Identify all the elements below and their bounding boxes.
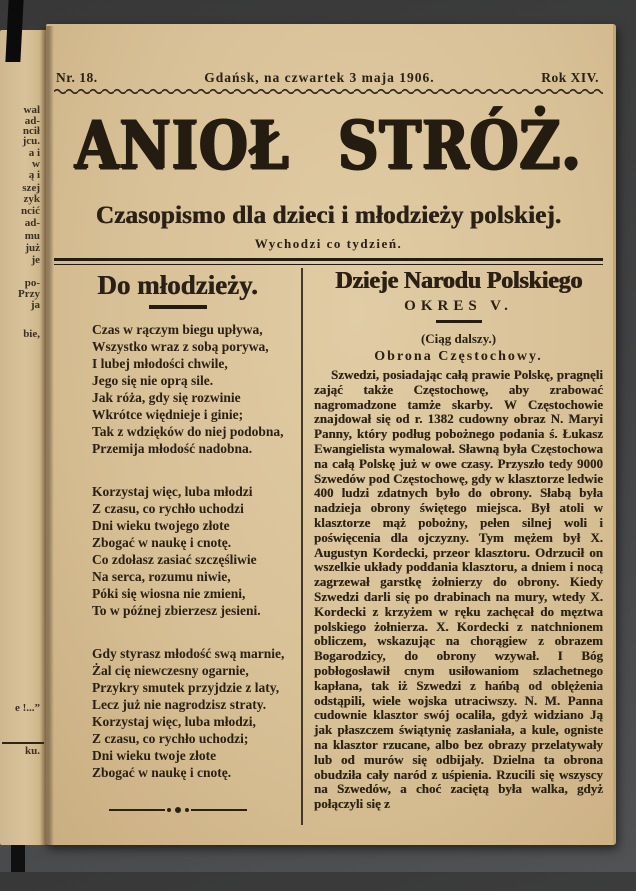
page-header <box>54 70 603 86</box>
poem-line: Wkrótce więdnieje i ginie; <box>92 407 244 422</box>
page-gutter-shadow <box>40 26 54 846</box>
poem-line: Co zdołasz zasiać szczęśliwie <box>92 552 257 567</box>
margin-text-fragment: w <box>32 158 40 170</box>
poem-line: Z czasu, co rychło uchodzi; <box>92 731 249 746</box>
poem-line: I lubej młodości chwile, <box>92 356 228 371</box>
margin-text-fragment: jcu. <box>22 135 40 147</box>
poem-line: Dni wieku twoje złote <box>92 748 217 763</box>
poem-line: Przemija młodość nadobna. <box>92 441 253 456</box>
end-ornament-rule <box>54 807 301 813</box>
poem-stanza <box>92 321 301 457</box>
margin-text-fragment: Przy <box>18 288 40 300</box>
article-body: Szwedzi, posiadając całą prawie Polskę, pragnęli zająć także Częstochowę, aby zrabować nagromadzone tamże skarby. W Częstochowie znajdował się od r. 1382 cudowny obraz N. Maryi Panny, który podług pobożnego podania ś. Łukasz Ewangielista wymalował. Sławną była Częstochowa na całą Polskę już w owe czasy. Przyszło tedy 9000 Szwedów pod Częstochowę, gdy w klasztorze ledwie 400 ludzi zdatnych było do obrony. Słabą była nadzieja obrony świętego miejsca. Był atoli w klasztorze mąż pobożny, pełen silnej woli i poświęcenia dla ojczyzny. Tym mężem był X. Augustyn Kordecki, przeor klasztoru. Odrzucił on wszelkie układy poddania klasztoru, a dniem i nocą zagrzewał garstkę żołnierzy do obrony. Kiedy Szwedzi darli się po drabinach na mury, wtedy X. Kordecki z krzyżem w ręku zachęcał do męztwa polskiego żołnierza. X. Kordecki z natchnionem obliczem, wskazując na chorągiew z obrazem Bogarodzicy, do obrony wzywał. I Bóg pobłogosławił cnym usiłowaniom szlachetnego kapłana, tak iż Szwedzi z hańbą od oblężenia odstąpili, wiele wojska utraciwszy. N. M. Panna cudownie klasztor swój ocaliła, gdyż widziano Ją jak płaszczem świątynię zasłaniała, a kule, ogniste na klasztor rzucane, albo bez obrazy przelatywały lub od murów się odbijały. Dzielna ta obrona obudziła cały naród z uśpienia. Rzucili się wszyscy na Szwedów, a choć zaciętą była walka, gdyż połączyli się z <box>314 367 603 812</box>
poem-line: Jak róża, gdy się rozwinie <box>92 390 241 405</box>
poem-line: Lecz już nie nagrodzisz straty. <box>92 697 267 712</box>
heading-rule <box>436 320 482 323</box>
right-column <box>301 268 603 825</box>
margin-text-fragment: zyk <box>23 193 40 205</box>
article-period: OKRES V. <box>404 298 513 314</box>
poem-line: Zbogać w naukę i cnotę. <box>92 765 232 780</box>
heading-rule <box>149 305 207 309</box>
margin-text-fragment: ncić <box>21 205 40 217</box>
section-heading: Obrona Częstochowy. <box>374 349 543 364</box>
volume-number: Rok XIV. <box>541 70 599 85</box>
columns <box>54 268 603 825</box>
article-title: Dzieje Narodu Polskiego <box>335 268 582 294</box>
margin-text-fragment: ncił <box>22 125 40 137</box>
poem-title: Do młodzieży. <box>97 270 258 300</box>
wavy-rule <box>54 87 603 94</box>
margin-text-fragment: je <box>31 254 40 266</box>
masthead-subtitle: Czasopismo dla dzieci i młodzieży polskiej. <box>95 202 562 229</box>
poem-line: Z czasu, co rychło uchodzi <box>92 501 244 516</box>
poem-line: Dni wieku twojego złote <box>92 518 230 533</box>
poem-line: Czas w rączym biegu upływa, <box>92 322 263 337</box>
poem-line: Przykry smutek przyjdzie z laty, <box>92 680 280 695</box>
margin-text-fragment: ku. <box>25 745 40 757</box>
margin-text-fragment: ad- <box>24 217 40 229</box>
bookmark-ribbon-bottom <box>11 845 25 872</box>
continuation-note: (Ciąg dalszy.) <box>420 331 497 346</box>
margin-rule <box>2 742 44 744</box>
margin-text-fragment: szej <box>22 182 40 194</box>
margin-text-fragment: już <box>25 242 40 254</box>
poem-stanza <box>92 645 301 781</box>
poem-line: Na serca, rozumu niwie, <box>92 569 231 584</box>
margin-text-fragment: po- <box>24 277 40 289</box>
poem-line: Wszystko wraz z sobą porywa, <box>92 339 269 354</box>
issue-number: Nr. 18. <box>56 70 98 85</box>
poem-line: To w późnej zbierzesz jesieni. <box>92 603 261 618</box>
masthead-frequency: Wychodzi co tydzień. <box>254 236 403 251</box>
poem-line: Korzystaj więc, luba młodzi <box>92 484 253 499</box>
margin-text-fragment: e !...” <box>14 702 40 714</box>
poem-line: Gdy styrasz młodość swą marnie, <box>92 646 285 661</box>
margin-text-fragment: ad- <box>24 115 40 127</box>
margin-text-fragment: wal <box>23 104 40 116</box>
poem-line: Żal cię niewczesny ogarnie, <box>92 663 249 678</box>
newspaper-page <box>46 24 616 845</box>
margin-text-fragment: bie, <box>23 328 40 340</box>
page-content <box>46 70 613 891</box>
margin-text-fragment: ja <box>30 299 40 311</box>
margin-text-fragment: mu <box>24 230 40 242</box>
poem-line: Tak z wdzięków do niej podobna, <box>92 424 284 439</box>
poem-line: Korzystaj więc, luba młodzi, <box>92 714 256 729</box>
left-column <box>54 268 301 825</box>
margin-text-fragment: ą i <box>28 169 40 181</box>
poem-stanza <box>92 483 301 619</box>
poem-line: Zbogać w naukę i cnotę. <box>92 535 232 550</box>
dateline: Gdańsk, na czwartek 3 maja 1906. <box>204 70 435 85</box>
masthead-title: ANIOŁ STRÓŻ. <box>75 106 582 185</box>
poem-line: Póki się wiosna nie zmieni, <box>92 586 246 601</box>
poem-line: Jego się nie oprą sile. <box>92 373 214 388</box>
margin-text-fragment: a i <box>28 147 40 159</box>
masthead-rule <box>54 258 603 265</box>
